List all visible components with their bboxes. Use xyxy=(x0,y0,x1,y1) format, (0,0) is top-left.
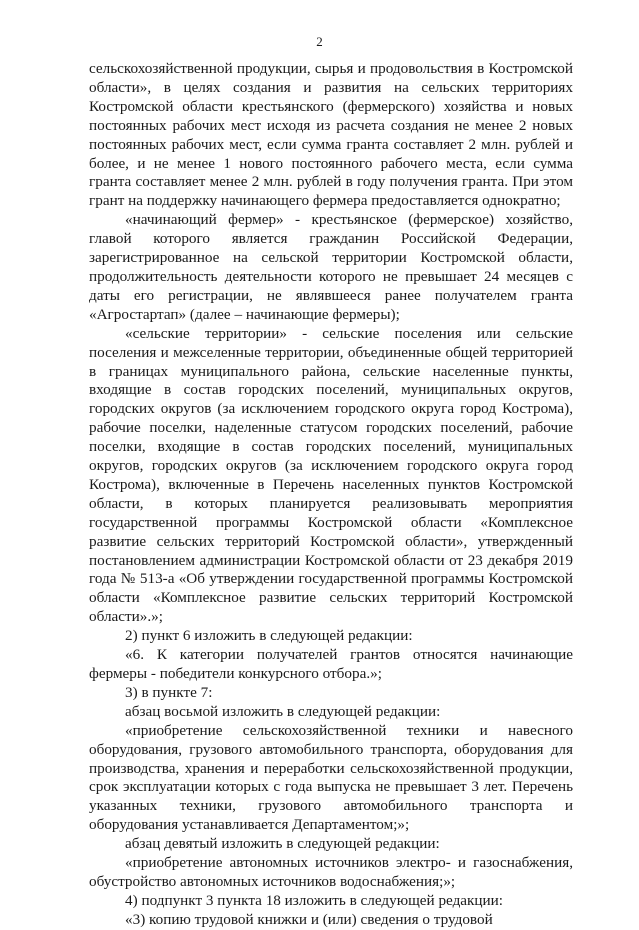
paragraph-employment-record: «3) копию трудовой книжки и (или) сведения о трудовой xyxy=(125,910,493,928)
paragraph-item-4: 4) подпункт 3 пункта 18 изложить в следующей редакции: xyxy=(125,891,504,909)
paragraph-equipment-purchase: «приобретение сельскохозяйственной техники и навесного оборудования, грузового автомобильного транспорта, оборудования для производства, хранения и переработки сельскохозяйственной продукции, срок эксплуатации которых с года выпуска не превышает 3 лет. Перечень указанных техники, грузового автомобильного транспорта и оборудования устанавливается Департаментом;»; xyxy=(89,721,573,834)
paragraph-item-2: 2) пункт 6 изложить в следующей редакции: xyxy=(125,627,413,645)
page-number: 2 xyxy=(316,34,323,49)
paragraph-novice-farmer-definition: «начинающий фермер» - крестьянское (фермерское) хозяйство, главой которого является гражданин Российской Федерации, зарегистрированное на сельской территории Костромской области, продолжительность деятельности которого не превышает 24 месяцев с даты его регистрации, не являвшееся ранее получателем гранта «Агростартап» (далее – начинающие фермеры); xyxy=(89,211,573,323)
paragraph-rural-territories-definition: «сельские территории» - сельские поселения или сельские поселения и межселенные территории, объединенные общей территорией в границах муниципального района, сельские населенные пункты, входящие в состав городских поселений, муниципальных округов, городских округов (за исключением городского округа город Кострома), рабочие поселки, наделенные статусом городских поселений, рабочие поселки, входящие в состав городских поселений, муниципальных округов, городских округов (за исключением городского округа город Кострома), включенные в Перечень населенных пунктов Костромской области, в которых планируется реализовывать мероприятия государственной программы Костромской области «Комплексное развитие сельских территорий Костромской области», утвержденный постановлением администрации Костромской области от 23 декабря 2019 года № 513-а «Об утверждении государственной программы Костромской области «Комплексное развитие сельских территорий Костромской области».»; xyxy=(89,324,573,626)
paragraph-eighth-subparagraph: абзац восьмой изложить в следующей редакции: xyxy=(125,702,441,720)
paragraph-ninth-subparagraph: абзац девятый изложить в следующей редакции: xyxy=(125,835,440,853)
paragraph-item-3: 3) в пункте 7: xyxy=(125,683,213,701)
paragraph-grant-purpose: сельскохозяйственной продукции, сырья и продовольствия в Костромской области», в целях создания и развития на сельских территориях Костромской области крестьянского (фермерского) хозяйства и новых постоянных рабочих мест исходя из расчета создания не менее 2 новых постоянных рабочих мест, если сумма гранта составляет 2 млн. рублей и более, и не менее 1 нового постоянного рабочего места, если сумма гранта составляет менее 2 млн. рублей в году получения гранта. При этом грант на поддержку начинающего фермера предоставляется однократно; xyxy=(89,60,573,210)
paragraph-point-6: «6. К категории получателей грантов относятся начинающие фермеры - победители конкурсного отбора.»; xyxy=(89,646,573,682)
document-body xyxy=(89,60,573,930)
paragraph-autonomous-sources: «приобретение автономных источников электро- и газоснабжения, обустройство автономных источников водоснабжения;»; xyxy=(89,854,573,890)
